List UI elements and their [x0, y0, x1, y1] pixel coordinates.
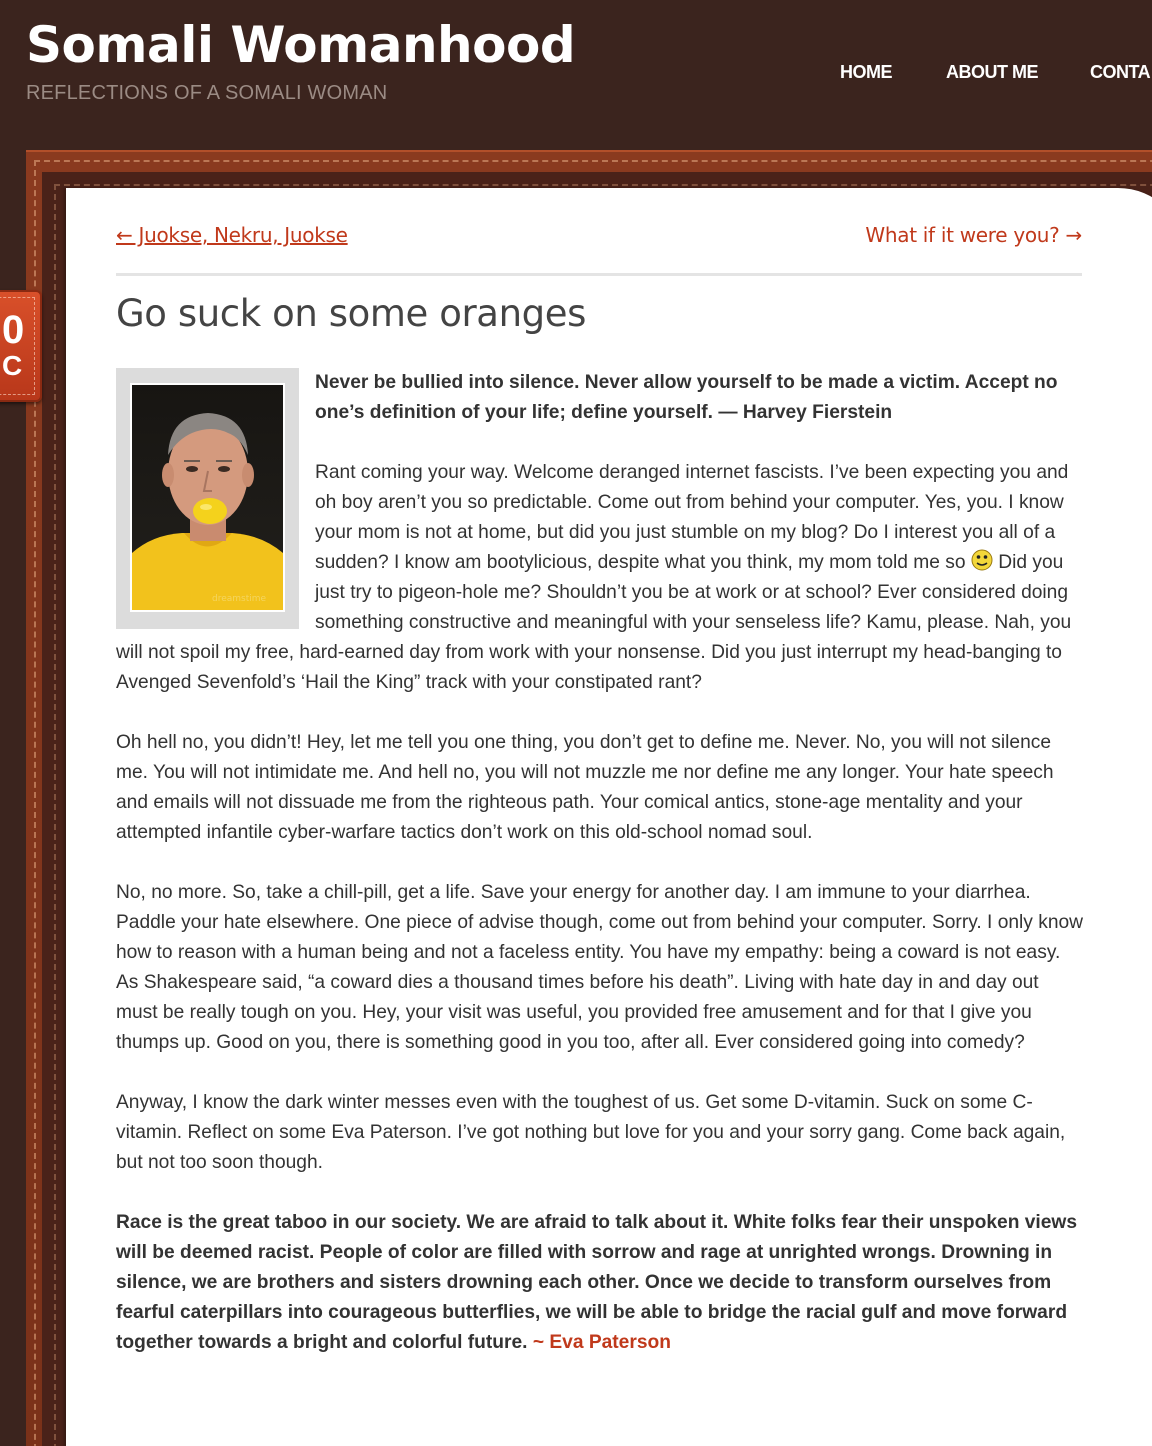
opening-quote: Never be bullied into silence. Never allow yourself to be made a victim. Accept no one’s definition of your life; define yourself. — Harvey Fierstein [315, 372, 1058, 423]
paragraph-3: No, no more. So, take a chill-pill, get a life. Save your energy for another day. I am immune to your diarrhea. Paddle your hate elsewhere. One piece of advise though, come out from behind your computer. Sorry. I only know how to reason with a human being and not a faceless entity. You have my empathy: being a coward is not easy. As Shakespeare said, “a coward dies a thousand times before his death”. Living with hate day in and day out must be really tough on you. Hey, your visit was useful, you provided free amusement and for that I give you thumps up. Good on you, there is something good in you too, after all. Ever considered going into comedy? [116, 882, 1084, 1053]
badge-number: 0 [2, 308, 25, 352]
previous-post-link[interactable]: ← Juokse, Nekru, Juokse [116, 223, 348, 247]
closing-quote: Race is the great taboo in our society. We are afraid to talk about it. White folks fear their unspoken views will be deemed racist. People of color are filled with sorrow and rage at unrighted wrongs. Drowning in silence, we are brothers and sisters drowning each other. Once we decide to transform ourselves from fearful caterpillars into courageous butterflies, we will be able to bridge the racial gulf and move forward together towards a bright and colorful future. ~ Eva Paterson [116, 1212, 1078, 1353]
nav-home[interactable]: HOME [840, 62, 892, 82]
content-area [66, 188, 1152, 1446]
post-image [132, 385, 283, 610]
site-title[interactable]: Somali Womanhood [26, 16, 576, 74]
post-title: Go suck on some oranges [116, 292, 586, 335]
image-watermark: dreamstime [212, 594, 267, 604]
smiley-icon [971, 549, 993, 571]
paragraph-2: Oh hell no, you didn’t! Hey, let me tell you one thing, you don’t get to define me. Never. No, you will not silence me. You will not intimidate me. And hell no, you will not muzzle me nor define me any longer. Your hate speech and emails will not dissuade me from the righteous path. Your comical antics, stone-age mentality and your attempted infantile cyber-warfare tactics don’t work on this old-school nomad soul. [116, 732, 1054, 843]
closing-quote-author[interactable]: ~ Eva Paterson [532, 1332, 671, 1353]
man-with-orange-illustration [132, 385, 283, 610]
next-post-link[interactable]: What if it were you? → [865, 223, 1082, 247]
site-tagline: REFLECTIONS OF A SOMALI WOMAN [26, 82, 388, 104]
paragraph-4: Anyway, I know the dark winter messes even with the toughest of us. Get some D-vitamin. Suck on some C-vitamin. Reflect on some Eva Paterson. I’ve got nothing but love for you and your sorry gang. Come back again, but not too soon though. [116, 1092, 1066, 1173]
site-header [0, 0, 1152, 150]
badge-label: C [2, 350, 23, 381]
side-badge[interactable] [0, 290, 42, 402]
post-image-frame[interactable] [116, 368, 299, 629]
post-body [116, 368, 1084, 1388]
paragraph-1: Rant coming your way. Welcome deranged internet fascists. I’ve been expecting you and oh boy aren’t you so predictable. Come out from behind your computer. Yes, you. I know your mom is not at home, but did you just stumble on my blog? Do I interest you all of a sudden? I know am bootylicious, despite what you think, my mom told me so Did you just try to pigeon-hole me? Shouldn’t you be at work or at school? Ever considered doing something constructive and meaningful with your senseless life? Kamu, please. Nah, you will not spoil my free, hard-earned day from work with your nonsense. Did you just interrupt my head-banging to Avenged Sevenfold’s ‘Hail the King” track with your constipated rant? [116, 462, 1072, 693]
nav-about-me[interactable]: ABOUT ME [946, 62, 1038, 82]
nav-contact[interactable]: CONTA [1090, 62, 1151, 82]
post-navigation [116, 223, 1082, 253]
divider [116, 273, 1082, 276]
